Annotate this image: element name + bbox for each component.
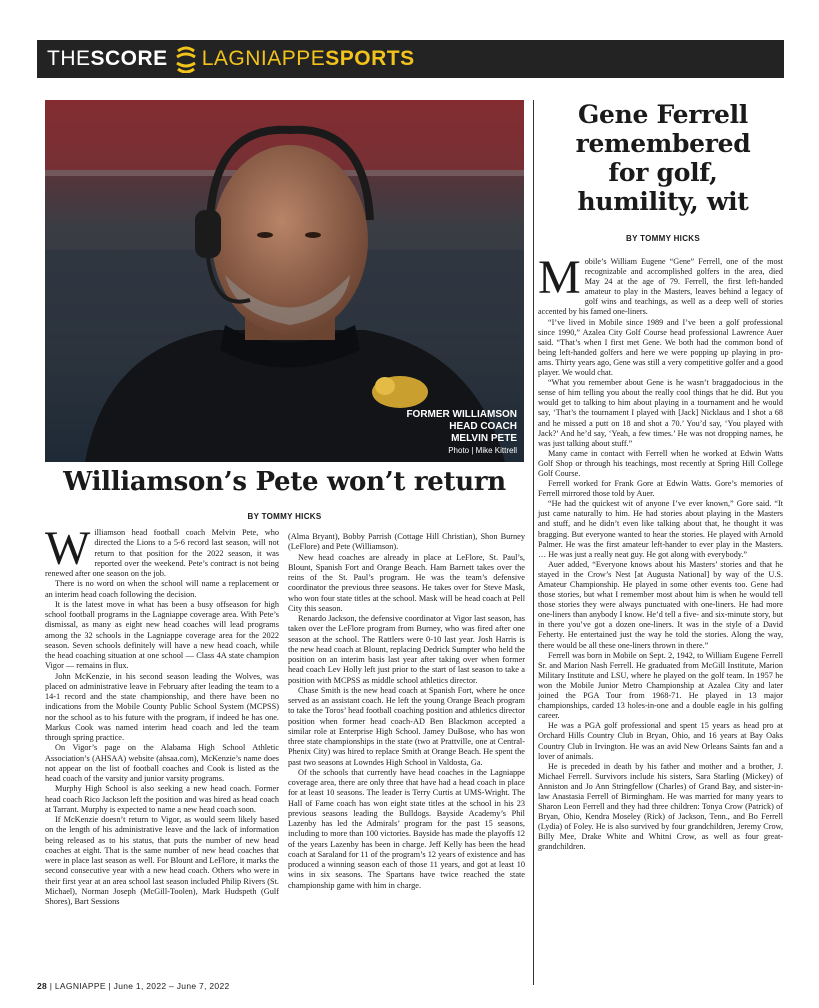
- article-paragraph: Renardo Jackson, the defensive coordinator at Vigor last season, has taken over the LeFlore program from Burney, who was fired after one season at the school. The Rattlers were 0-10 last year. Josh Harris is the new head coach at Blount, replacing Dedrick Sumpter who held the position on an interim basis last year after taking over when former head coach Lev Holly left just prior to the start of last season to take a position with MCPSS as middle school athletics director.: [288, 614, 525, 685]
- article-paragraph: “He had the quickest wit of anyone I’ve ever known,” Gore said. “It just came naturally to him. He had stories about playing in the Masters and stuff, and he didn’t even like talking about that, he thought it was bragging. But everyone wanted to hear the stories. He played with Arnold Palmer. He was the first amateur left-hander to ever play in the Masters. … He was just a really neat guy. He got along with everybody.”: [538, 499, 783, 559]
- article-paragraph: Many came in contact with Ferrell when he worked at Edwin Watts Golf Shop or through his teachings, most recently at Spring Hill College Golf Course.: [538, 448, 783, 478]
- dropcap: W: [45, 522, 91, 575]
- left-headline: Williamson’s Pete won’t return: [63, 467, 506, 497]
- article-paragraph: (Alma Bryant), Bobby Parrish (Cottage Hill Christian), Shon Burney (LeFlore) and Pete (Williamson).: [288, 532, 525, 552]
- article-paragraph: “What you remember about Gene is he wasn’t braggadocious in the sense of him telling you about the really cool things that he did. But you would get to talking to him about playing in a tournament and he would say, ‘That’s the tournament I played with [Jack] Nicklaus and I shot a 68 and he missed a putt on 18 and shot a 70.’ You’d say, ‘You played with Jack?’ And he’d say, ‘Yeah, a few times.’ He was not dropping names, he was just talking about stuff.”: [538, 378, 783, 448]
- banner-the: THE: [47, 47, 91, 70]
- page-number: 28: [37, 981, 48, 991]
- footer-publication: LAGNIAPPE: [54, 981, 106, 991]
- left-article-column-1: [45, 522, 279, 907]
- caption-line: FORMER WILLIAMSON: [406, 409, 517, 420]
- right-headline: [543, 100, 783, 216]
- caption-line: MELVIN PETE: [451, 433, 517, 444]
- article-paragraph: Ferrell worked for Frank Gore at Edwin Watts. Gore’s memories of Ferrell mirrored those told by Auer.: [538, 479, 783, 499]
- article-paragraph: Murphy High School is also seeking a new head coach. Former head coach Rico Jackson left the position and was hired as head coach at Tarrant. Murphy is expected to name a new head coach soon.: [45, 784, 279, 814]
- column-divider: [533, 100, 534, 985]
- article-paragraph: Auer added, “Everyone knows about his Masters’ stories and that he stayed in the Crow’s Nest [at Augusta National] by way of the U.S. Amateur Championship. He played in some other events too. Gene had those stories, but what I remember most about him is when he would tell those stories they were always punctuated with one-liners. He had more one-liners than anybody I know. He’d tell a five- and six-minute story, but in there you’ve got a dozen one-liners. It was in the style of a David Feherty. He entertained just the way he told the stories. Along the way, there would be all these one-liners thrown in there.”: [538, 559, 783, 650]
- article-paragraph: John McKenzie, in his second season leading the Wolves, was placed on administrative leave in February after leading the team to a 14-1 record and the state championship, and there have been no indications from the Mobile County Public School System (MCPSS) nor the school as to his future with the program, if indeed he has one. Markus Cook was named interim head coach and led the team through spring practice.: [45, 671, 279, 742]
- dropcap: M: [538, 251, 581, 304]
- coach-photo: [45, 100, 524, 462]
- caption-line: HEAD COACH: [449, 421, 517, 432]
- headline-line: for golf,: [608, 158, 718, 187]
- section-banner: [37, 40, 784, 78]
- headline-line: humility, wit: [577, 187, 749, 216]
- article-paragraph: He is preceded in death by his father and mother and a brother, J. Michael Ferrell. Survivors include his sisters, Sara Starling (Mickey) of Anniston and Jo Ann Stringfellow (Charles) of Grand Bay, and sister-in-law Anastasia Ferrell of Birmingham. He was married for many years to Sharon Leon Ferrell and they had three children: Tonya Crow (Patrick) of Bryan, Ohio, Kendra Moseley (Rick) of Jackson, Tenn., and Bo Ferrell (Lydia) of Foley. He is also survived by four grandchildren, Jeremy Crow, Billy Mee, Drake White and Whitni Crow, as well as four great-grandchildren.: [538, 761, 783, 852]
- page-footer: 28 | LAGNIAPPE | June 1, 2022 – June 7, 2022: [37, 981, 230, 991]
- banner-score: SCORE: [90, 47, 168, 70]
- headline-line: Gene Ferrell: [578, 100, 748, 129]
- article-paragraph: New head coaches are already in place at LeFlore, St. Paul’s, Blount, Spanish Fort and Orange Beach. Ham Barnett takes over the reins of the St. Paul’s program. He was the team’s defensive coordinator the previous three seasons. He takes over for Steve Mask, who won four state titles at the school. Mask will be head coach at Pell City this season.: [288, 552, 525, 613]
- article-paragraph: It is the latest move in what has been a busy offseason for high school football programs in the Lagniappe coverage area. With Pete’s dismissal, as many as eight new head coaches will lead programs among the 32 schools in the Lagniappe coverage area for the 2022 season. Seven schools definitely will have a new head coach, while the head coaching situation at one school — Class 4A state champion Vigor — remains in flux.: [45, 599, 279, 671]
- headline-line: remembered: [575, 129, 751, 158]
- article-paragraph: Chase Smith is the new head coach at Spanish Fort, where he once served as an assistant coach. He left the young Orange Beach program to take the Toros’ head football coaching position and athletics director position when former head coach-AD Ben Blackmon accepted a similar role at Enterprise High School. Jamey DuBose, who has won three state championships in the state (two at Prattville, one at Central-Phenix City) was hired to replace Smith at Orange Beach. He spent the past two seasons at Lowndes High School in Valdosta, Ga.: [288, 685, 525, 767]
- article-paragraph: On Vigor’s page on the Alabama High School Athletic Association’s (AHSAA) website (ahsaa.com), McKenzie’s name does not appear on the list of football coaches and Cook is listed as the head coach of the varsity and junior varsity programs.: [45, 743, 279, 783]
- article-paragraph: Mobile’s William Eugene “Gene” Ferrell, one of the most recognizable and accomplished golfers in the area, died May 24 at the age of 79. Ferrell, the first left-handed amateur to play in the Masters, leaves behind a legacy of golf wins and teachings, as well as a deep well of stories accented by his famed one-liners.: [538, 251, 783, 317]
- right-byline: BY TOMMY HICKS: [626, 234, 700, 243]
- banner-sports: SPORTS: [325, 47, 415, 70]
- article-paragraph: “I’ve lived in Mobile since 1989 and I’ve been a golf professional since 1990,” Azalea City Golf Course head professional Lawrence Auer said. “That’s when I first met Gene. We both had the common bond of being left-handed golfers and here we were popping up playing in pro-ams. Thirty years ago, Gene was still a very competitive golfer and a good player. We would chat.: [538, 317, 783, 378]
- article-paragraph: Ferrell was born in Mobile on Sept. 2, 1942, to William Eugene Ferrell Sr. and Marion Nash Ferrell. He graduated from McGill Institute, Marion Military Institute and LSU, where he played on the golf team. In 1957 he won the Mobile Junior Metro Championship at Azalea City and later joined the PGA Tour from 1968-71. He played in 13 major championships, carded 13 holes-in-one and a double eagle in his golfing career.: [538, 650, 783, 721]
- article-paragraph: If McKenzie doesn’t return to Vigor, as would seem likely based on the length of his administrative leave and the lack of information being released as to his status, that puts the number of new head coaches at eight. That is the same number of new head coaches that were in place last season as well. For Blount and LeFlore, it marks the second consecutive year with a new head coach. Others who were in their first year at an area school last season included Philip Rivers (St. Michael), Norman Joseph (McGill-Toolen), Mark Hudspeth (Gulf Shores), Bart Sessions: [45, 815, 279, 906]
- photo-credit: Photo | Mike Kittrell: [448, 446, 517, 455]
- article-paragraph: Williamson head football coach Melvin Pete, who directed the Lions to a 5-6 record last season, will not return to that position for the 2022 season, it was reported over the weekend. Pete’s contract is not being renewed after one season on the job.: [45, 522, 279, 578]
- article-paragraph: Of the schools that currently have head coaches in the Lagniappe coverage area, there are only three that have had a head coach in place for at least 10 seasons. The leader is Terry Curtis at UMS-Wright. The Hall of Fame coach has won eight state titles at the school in his 23 previous seasons leading the Bulldogs. Bayside Academy’s Phil Lazenby has led the Admirals’ program for the past 15 seasons, including to more than 100 victories. Bayside has made the playoffs 12 of the years Lazenby has been in charge. Jeff Kelly has been the head coach at Saraland for 11 of the program’s 12 years of existence and has produced a winning season each of those 11 years, and got at least 10 wins in six seasons. The Spartans have twice reached the state championship game with him in charge.: [288, 767, 525, 890]
- left-article-column-2: [288, 532, 525, 891]
- left-byline: BY TOMMY HICKS: [247, 512, 322, 521]
- article-paragraph: There is no word on when the school will name a replacement or an interim head coach following the decision.: [45, 579, 279, 599]
- footer-dates: June 1, 2022 – June 7, 2022: [113, 981, 230, 991]
- banner-lagniappe: LAGNIAPPE: [201, 47, 326, 70]
- lagniappe-swirl-icon: [174, 45, 198, 73]
- right-article-column: [538, 251, 783, 853]
- photo-caption: [406, 409, 517, 457]
- article-paragraph: He was a PGA golf professional and spent 15 years as head pro at Orchard Hills Country Club in Bryan, Ohio, and 16 years at Bay Oaks Country Club in Irvington. He was an avid New Orleans Saints fan and a lover of animals.: [538, 721, 783, 761]
